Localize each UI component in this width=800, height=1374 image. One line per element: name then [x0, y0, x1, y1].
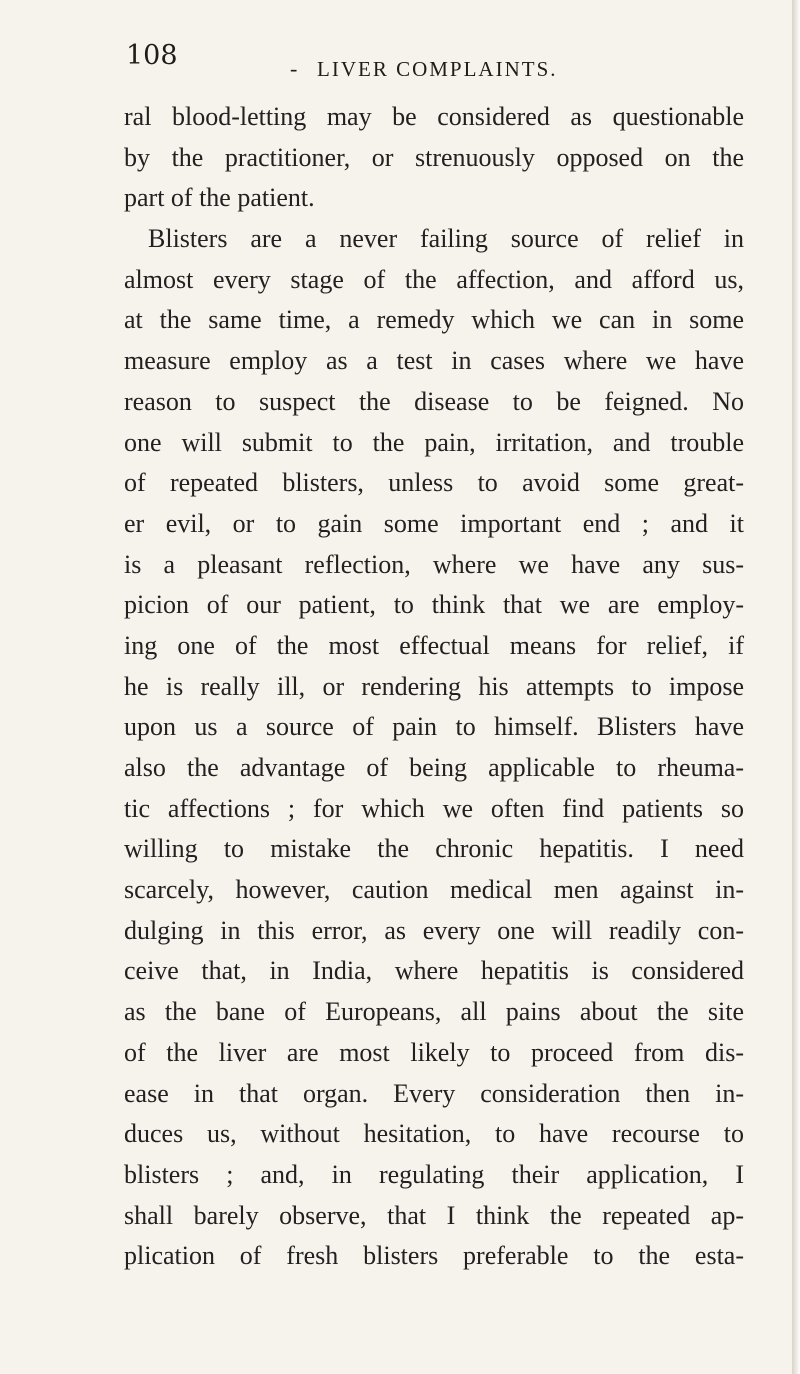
text-line: scarcely, however, caution medical men against in- — [124, 875, 744, 905]
text-line: is a pleasant reflection, where we have any sus- — [124, 549, 744, 579]
text-line: plication of fresh blisters preferable to the esta- — [124, 1241, 744, 1271]
text-line: reason to suspect the disease to be feigned. No — [124, 386, 744, 416]
text-line: he is really ill, or rendering his attempts to impose — [124, 671, 744, 701]
running-title: LIVER COMPLAINTS. — [317, 57, 558, 81]
page-number: 108 — [126, 40, 178, 71]
header-separator: - — [290, 56, 298, 81]
text-line: at the same time, a remedy which we can in some — [124, 305, 744, 335]
text-line: tic affections ; for which we often find patients so — [124, 793, 744, 823]
text-line: ing one of the most effectual means for relief, if — [124, 630, 744, 660]
text-line: ceive that, in India, where hepatitis is considered — [124, 956, 744, 986]
page-edge-shadow — [792, 0, 800, 1374]
text-line: dulging in this error, as every one will readily con- — [124, 915, 744, 945]
text-line: Blisters are a never failing source of relief in — [148, 224, 744, 254]
text-line: of the liver are most likely to proceed from dis- — [124, 1037, 744, 1067]
text-line: of repeated blisters, unless to avoid some great- — [124, 468, 744, 498]
text-line: by the practitioner, or strenuously opposed on the — [124, 142, 744, 172]
text-line: willing to mistake the chronic hepatitis. I need — [124, 834, 744, 864]
text-line: part of the patient. — [124, 183, 315, 213]
text-line: picion of our patient, to think that we are employ- — [124, 590, 744, 620]
text-line: shall barely observe, that I think the repeated ap- — [124, 1200, 744, 1230]
text-line: ral blood-letting may be considered as questionable — [124, 102, 744, 131]
text-line: upon us a source of pain to himself. Blisters have — [124, 712, 744, 742]
body-text — [124, 97, 744, 1277]
text-line: almost every stage of the affection, and afford us, — [124, 264, 744, 294]
text-line: duces us, without hesitation, to have recourse to — [124, 1119, 744, 1149]
text-line: ease in that organ. Every consideration then in- — [124, 1078, 744, 1108]
text-line: as the bane of Europeans, all pains about the site — [124, 997, 744, 1027]
text-line: measure employ as a test in cases where we have — [124, 346, 744, 376]
text-line: one will submit to the pain, irritation, and trouble — [124, 427, 744, 457]
text-line: er evil, or to gain some important end ; and it — [124, 508, 744, 538]
text-line: blisters ; and, in regulating their application, I — [124, 1159, 744, 1189]
text-line: also the advantage of being applicable to rheuma- — [124, 753, 744, 782]
